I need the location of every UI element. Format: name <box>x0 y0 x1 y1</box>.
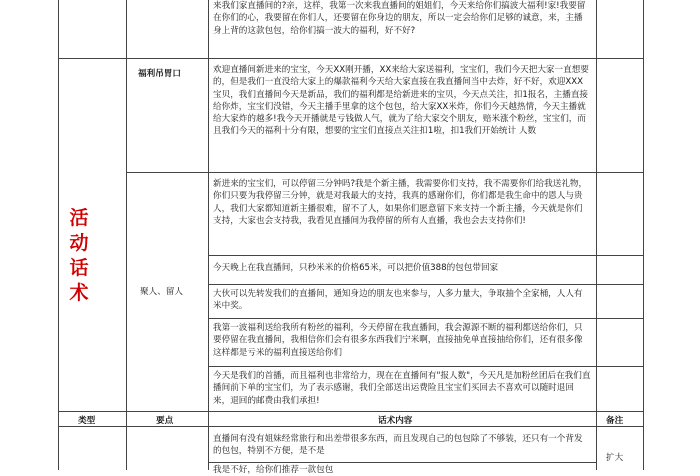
script-cell: 来我们家直播间的?亲，这样，我第一次来我直播间的姐姐们，今天来给你们搞波大福利!家!我要留在你们的心，我要留在你们人，还要留在你身边的朋友，所以一定会给你们足够的诚意，来，主播身上背的这款包包，给你们搞一波大的福利，好不好? <box>213 1 586 36</box>
row-divider <box>126 172 643 173</box>
section-title-char: 活 <box>69 207 89 229</box>
script-cell: 我第一波福利送给我所有粉丝的福利，今天停留在我直播间，我会源源不断的福利都送给你们，只要停留在我直播间，我相信你们会有很多东西我们宁米啊，直接抽免单直接抽给你们，还有很多像这样都是亏米的福利直接送给你们 <box>213 323 583 358</box>
column-divider-2 <box>208 0 209 470</box>
script-cell: 欢迎直播间新进来的宝宝，今天XX刚开播，XX来给大家送福利，宝宝们，我们今天把大家一直想要的，但是我们一直没给大家上的爆款福利今天给大家直接在我直播间当中去炸，好不好，欢迎XXX宝贝，我们直播间今天是新品，我们的福利都是给新进来的宝贝，今天点关注，扣1报名，主播直接给你炸，宝宝们没错，今天主播手里拿的这个包包，给大家XX米炸，你们今天越热情，今天主播就给大家炸的越多!我今天开播就是亏钱做人气，就为了给大家交个朋友，赔米涨个粉丝，宝宝们，而且我们今天的福利十分有限，想要的宝宝们直接点关注扣1啦，扣1我们开始统计 人数 <box>213 65 589 137</box>
script-cell: 今天晚上在我直播间，只秒米米的价格65米，可以把价值388的包包带回家 <box>213 263 499 273</box>
header-script: 话术内容 <box>378 416 413 426</box>
script-cell: 今天是我们的首播，而且福利也非常给力，现在在直播间有"报人数"，今天凡是加粉丝团后在我们直播间前下单的宝宝们，为了表示感谢，我们全部送出运费险且宝宝们买回去不喜欢可以随时退回来，退回的邮费由我们承担! <box>213 371 591 406</box>
section-title-char: 话 <box>69 257 89 279</box>
section-title-vertical <box>68 206 90 306</box>
column-divider-3 <box>596 0 597 470</box>
row-divider <box>208 366 643 367</box>
script-cell: 大伙可以先转发我们的直播间，通知身边的朋友也来参与，人多力量大，争取抽个全家桶，人人有米中奖。 <box>213 289 583 312</box>
key-point-label: 福利吊胃口 <box>138 69 181 79</box>
table-border-left <box>58 0 59 470</box>
row-divider <box>58 58 126 59</box>
note-cell: 扩大 <box>606 453 624 463</box>
row-divider <box>58 411 644 412</box>
script-cell: 新进来的宝宝们，可以停留三分钟吗?我是个新主播，我需要你们支持，我不需要你们给我送礼物，你们只要为我停留三分钟，就是对我最大的支持，我真的感谢你们，你们都是我生命中的恩人与贵人，我们大家都知道新主播很难，留不了人，如果你们愿意留下来支持一个新主播，今天就是你们支持，大家也会支持我，我看见直播间为我停留的所有人直播，我也会去支持你们! <box>213 179 588 226</box>
header-note: 备注 <box>606 416 624 426</box>
header-key-point: 要点 <box>156 416 174 426</box>
section-title-char: 动 <box>69 232 89 254</box>
row-divider <box>208 284 643 285</box>
row-divider <box>208 255 643 256</box>
row-divider <box>126 58 643 59</box>
column-divider-1 <box>126 0 127 470</box>
row-divider <box>208 318 643 319</box>
table-border-right <box>643 0 644 470</box>
document-table <box>58 0 644 475</box>
row-divider <box>58 426 644 427</box>
row-divider <box>208 462 596 463</box>
script-cell: 直播间有没有姐妹经常旅行和出差带很多东西，而且发现自己的包包除了不够装，还只有一个背发的包包，特别不方便，是不是 <box>213 434 583 457</box>
header-type: 类型 <box>78 416 96 426</box>
script-cell: 我是不好，给你们推荐一款包包 <box>213 465 334 475</box>
section-title-char: 术 <box>69 282 89 304</box>
key-point-label: 聚人、留人 <box>140 287 183 297</box>
